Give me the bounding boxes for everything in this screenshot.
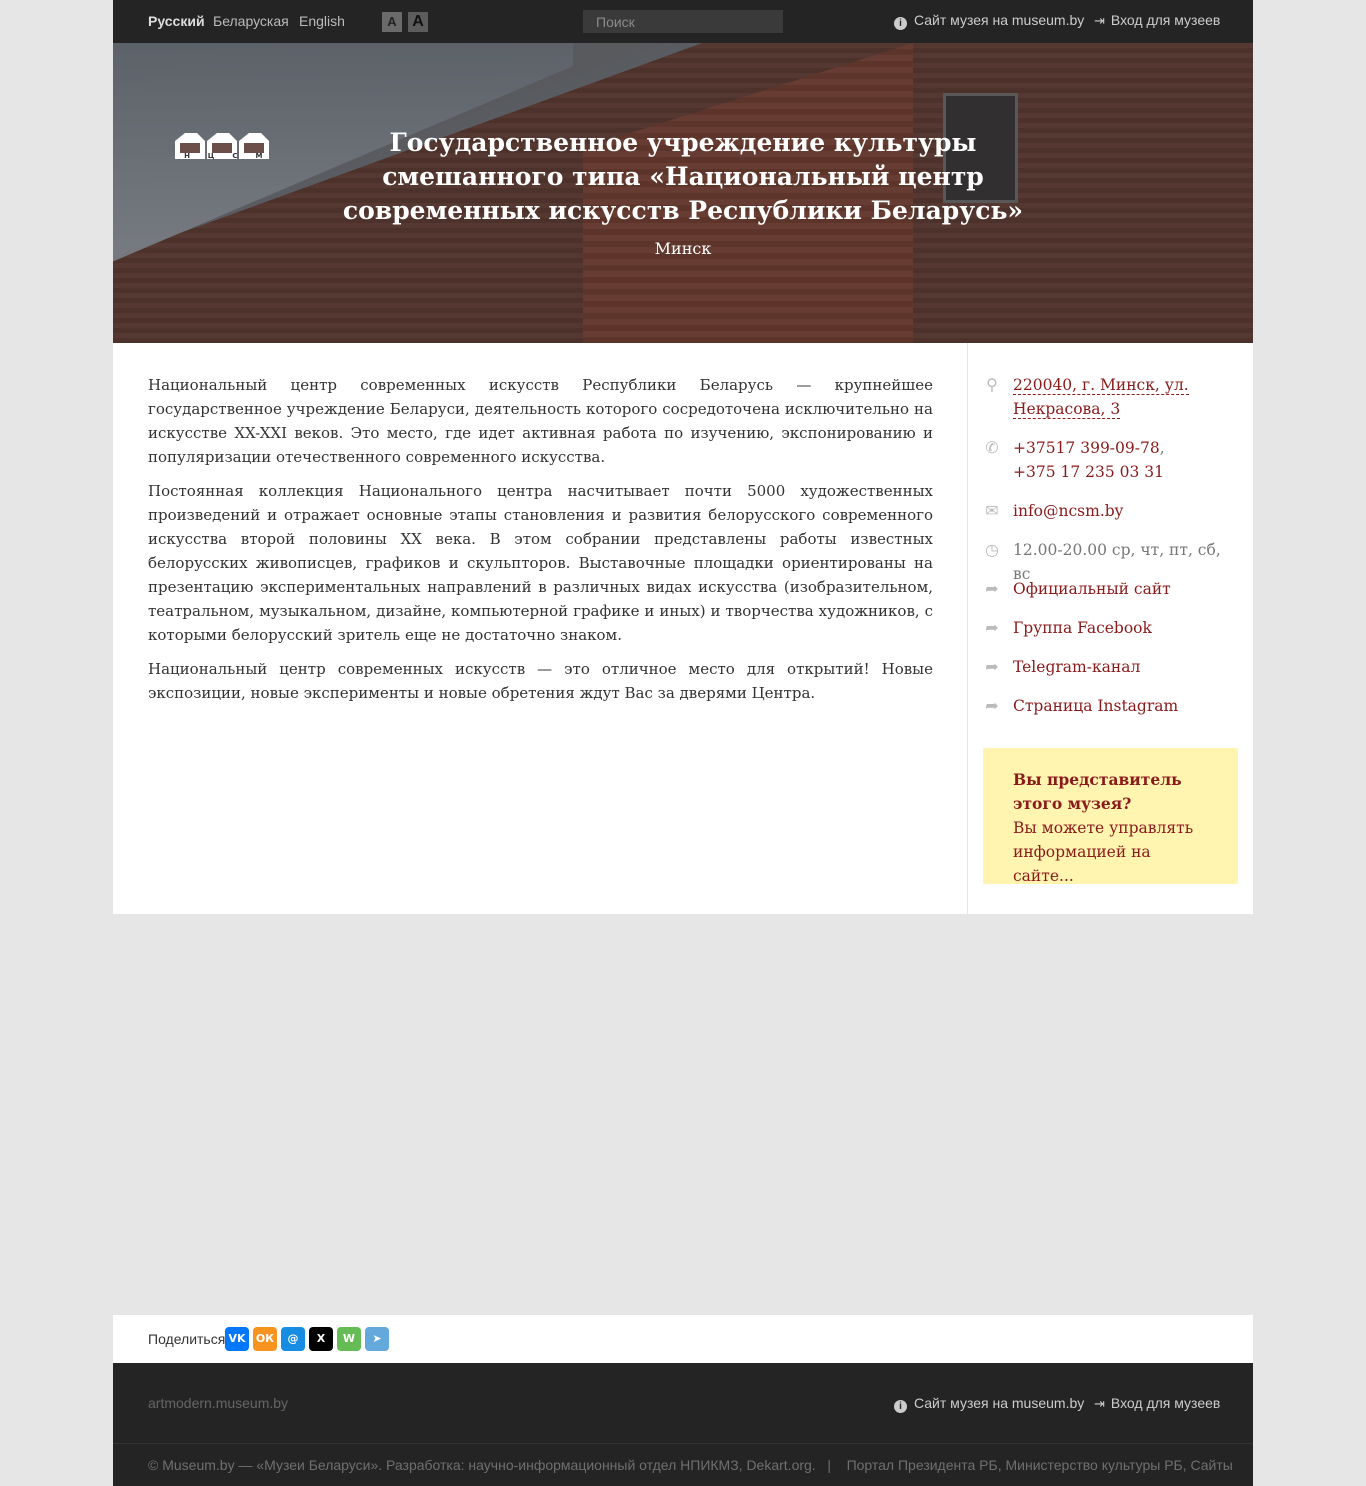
logo-letter: С: [232, 152, 238, 160]
font-decrease-button[interactable]: A: [382, 12, 402, 32]
login-link[interactable]: ⇥ Вход для музеев: [1094, 12, 1221, 28]
phone-icon: ✆: [985, 438, 999, 457]
envelope-icon: ✉: [985, 501, 999, 520]
info-icon: i: [894, 1400, 907, 1413]
footer: [113, 1363, 1253, 1486]
share-telegram-button[interactable]: ➤: [365, 1327, 389, 1351]
museum-site-link[interactable]: i Сайт музея на museum.by: [894, 12, 1084, 30]
share-x-button[interactable]: X: [309, 1327, 333, 1351]
description-paragraph: Постоянная коллекция Национального центра насчитывает почти 5000 художественных произведений и отражает основные этапы становления и развития белорусского современного искусства второй половины XX века. В этом собрании представлены работы известных белорусских живописцев, графиков и скульпторов. Выставочные площадки ориентированы на презентацию экспериментальных направлений в различных видах искусства (изобразительном, театральном, музыкальном, дизайне, компьютерной графике и иных) и творчества художников, с которыми белорусский зритель еще не достаточно знаком.: [148, 482, 933, 644]
description-paragraph: Национальный центр современных искусств — это отличное место для открытий! Новые экспозиции, новые эксперименты и новые обретения ждут Вас за дверями Центра.: [148, 660, 933, 702]
lang-russian[interactable]: Русский: [148, 13, 205, 29]
phone-link-1[interactable]: +37517 399-09-78: [1013, 439, 1160, 457]
logo-letter: М: [255, 152, 263, 160]
museum-description: [148, 373, 933, 715]
footer-museum-site-link[interactable]: i Сайт музея на museum.by: [894, 1395, 1084, 1413]
logo-letter: Ц: [207, 152, 215, 160]
address-link[interactable]: 220040, г. Минск, ул. Некрасова, 3: [1013, 376, 1189, 418]
facebook-link[interactable]: Группа Facebook: [1013, 619, 1152, 637]
museum-representative-promo[interactable]: [983, 748, 1238, 884]
footer-portal-links[interactable]: Портал Президента РБ, Министерство культуры РБ, Сайты: [846, 1457, 1233, 1473]
divider: [967, 343, 968, 914]
share-odnoklassniki-button[interactable]: ОК: [253, 1327, 277, 1351]
page-title: Государственное учреждение культуры смешанного типа «Национальный центр современных искусств Республики Беларусь»: [342, 128, 1024, 225]
footer-divider: [113, 1443, 1253, 1444]
promo-text: Вы можете управлять информацией на сайте...: [1013, 819, 1194, 885]
footer-login-link[interactable]: ⇥ Вход для музеев: [1094, 1395, 1221, 1411]
official-site-link[interactable]: Официальный сайт: [1013, 580, 1171, 598]
info-icon: i: [894, 17, 907, 30]
login-icon: ⇥: [1094, 13, 1105, 28]
share-arrow-icon: ➦: [985, 579, 999, 598]
telegram-link[interactable]: Telegram-канал: [1013, 658, 1141, 676]
share-moimir-button[interactable]: @: [281, 1327, 305, 1351]
promo-title: Вы представитель этого музея?: [1013, 770, 1182, 813]
lang-belarusian[interactable]: Беларуская: [213, 13, 289, 29]
logo-letter: Н: [184, 152, 190, 160]
font-increase-button[interactable]: A: [408, 12, 428, 32]
share-whatsapp-button[interactable]: W: [337, 1327, 361, 1351]
description-paragraph: Национальный центр современных искусств Республики Беларусь — крупнейшее государственное учреждение Беларуси, деятельность которого сосредоточена исключительно на искусстве XX-XXI веков. Это место, где идет активная работа по изучению, экспонированию и популяризации отечественного современного искусства.: [148, 376, 933, 466]
share-arrow-icon: ➦: [985, 657, 999, 676]
opening-hours: 12.00-20.00 ср, чт, пт, сб, вс: [1013, 541, 1221, 583]
phone-link-2[interactable]: +375 17 235 03 31: [1013, 463, 1165, 481]
city-label: Минск: [654, 239, 712, 258]
footer-site-link[interactable]: artmodern.museum.by: [148, 1395, 289, 1411]
content-area: Национальный центр современных искусств Республики Беларусь — крупнейшее государственное учреждение Беларуси, деятельность которого сосредоточена исключительно на искусстве XX-XXI веков. Это место, где идет активная работа по изучению, экспонированию и популяризации отечественного современного искусства. Постоянная коллекция Национального центра насчитывает почти 5000 художественных произведений и отражает основные этапы становления и развития белорусского современного искусства второй половины XX века. В этом собрании представлены работы известных белорусских живописцев, графиков и скульпторов. Выставочные площадки ориентированы на презентацию экспериментальных направлений в различных видах искусства (изобразительном, театральном, музыкальном, дизайне, компьютерной графике и иных) и творчества художников, с которыми белорусский зритель еще не достаточно знаком. Национальный центр современных искусств — это отличное место для открытий! Новые экспозиции, новые эксперименты и новые обретения ждут Вас за дверями Центра. ⚲ 220040, г. Минск, ул. Некрасова, 3 ✆ +37517 399-09-78, +375 17 235 03 31 ✉ info@ncsm.by ◷ 12.00-20.00 ср, чт, пт, сб, вс ➦ Официальный сайт ➦ Группа Facebook ➦ Telegram-канал ➦ Страница Instagram Вы представитель этого музея? Вы можете управлять информацией на сайте...: [113, 343, 1253, 914]
top-bar: [113, 0, 1253, 43]
email-link[interactable]: info@ncsm.by: [1013, 502, 1124, 520]
search-input[interactable]: [583, 10, 783, 33]
footer-copyright: © Museum.by — «Музеи Беларуси». Разработка: научно-информационный отдел НПИКМЗ, Dekart.org. | Портал Президента РБ, Министерство культуры РБ, Сайты: [148, 1457, 1233, 1473]
share-vk-button[interactable]: VK: [225, 1327, 249, 1351]
share-bar: [113, 1315, 1253, 1363]
share-arrow-icon: ➦: [985, 618, 999, 637]
share-label: Поделиться: [148, 1331, 226, 1347]
map-pin-icon: ⚲: [986, 375, 998, 394]
lang-english[interactable]: English: [299, 13, 345, 29]
share-arrow-icon: ➦: [985, 696, 999, 715]
hero-banner: [113, 43, 1253, 343]
museum-logo: [175, 131, 269, 161]
clock-icon: ◷: [985, 540, 999, 559]
instagram-link[interactable]: Страница Instagram: [1013, 697, 1179, 715]
login-icon: ⇥: [1094, 1396, 1105, 1411]
